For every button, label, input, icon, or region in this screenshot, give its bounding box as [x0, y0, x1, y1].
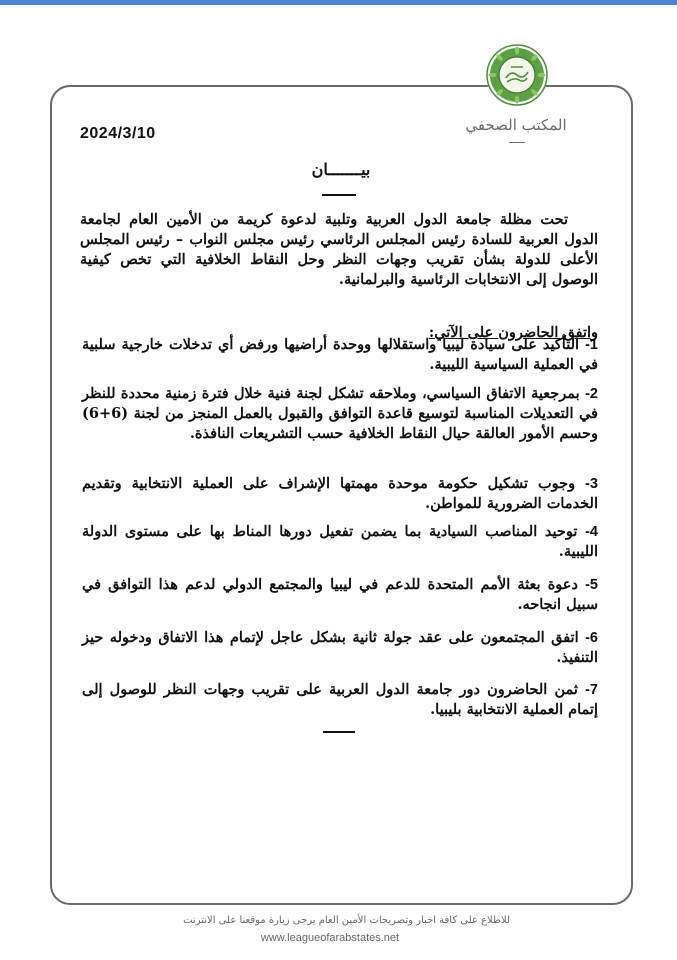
intro-paragraph: تحت مظلة جامعة الدول العربية وتلبية لدعوة كريمة من الأمين العام لجامعة الدول العربية للسادة رئيس المجلس الرئاسي رئيس مجلس النواب – رئيس المجلس الأعلى للدولة بشأن تقريب وجهات النظر وحل النقاط الخلافية التي تخص كيفية الوصول إلى الانتخابات الرئاسية والبرلمانية.: [80, 211, 598, 288]
item-number: 6-: [585, 630, 598, 646]
item-number: 1-: [585, 337, 598, 353]
list-item: [82, 335, 598, 375]
list-item: [82, 628, 598, 668]
item-text: وجوب تشكيل حكومة موحدة مهمتها الإشراف على العملية الانتخابية وتقديم الخدمات الضرورية للمواطن.: [82, 475, 598, 512]
item-number: 2-: [585, 386, 598, 402]
item-number: 5-: [585, 577, 598, 593]
footer-website-link[interactable]: www.leagueofarabstates.net: [260, 932, 400, 944]
press-office-underline: [509, 142, 525, 143]
footer-note: للاطلاع على كافة اخبار وتصريحات الأمين العام يرجى زيارة موقعنا على الانترنت: [183, 915, 510, 926]
list-item: [82, 575, 598, 615]
item-number: 7-: [585, 682, 598, 698]
list-item: [82, 522, 598, 562]
list-item: [82, 384, 598, 444]
item-text: توحيد المناصب السيادية بما يضمن تفعيل دورها المناط بها على مستوى الدولة الليبية.: [82, 523, 598, 560]
item-text: التأكيد على سيادة ليبيا واستقلالها ووحدة أراضيها ورفض أي تدخلات خارجية سلبية في العملية السياسية الليبية.: [82, 336, 598, 373]
item-text: اتفق المجتمعون على عقد جولة ثانية بشكل عاجل لإتمام هذا الاتفاق ودخوله حيز التنفيذ.: [82, 629, 598, 666]
item-number: 3-: [585, 476, 598, 492]
item-text: دعوة بعثة الأمم المتحدة للدعم في ليبيا والمجتمع الدولي لدعم هذا التوافق في سبيل انجاحه.: [82, 576, 598, 613]
list-item: [82, 474, 598, 514]
title-divider: [322, 194, 356, 196]
press-office-label: المكتب الصحفي: [465, 116, 567, 134]
top-accent-bar: [0, 0, 677, 5]
list-item: [82, 680, 598, 720]
statement-date: 2024/3/10: [80, 125, 156, 142]
closing-divider: [323, 731, 355, 733]
agreed-heading: واتفق الحاضرون على الآتي:: [428, 324, 598, 341]
arab-league-emblem-icon: [486, 44, 548, 106]
item-text: ثمن الحاضرون دور جامعة الدول العربية على تقريب وجهات النظر للوصول إلى إتمام العملية الانتخابية بليبيا.: [82, 681, 598, 718]
statement-title: بيـــــــان: [311, 160, 371, 179]
item-text: بمرجعية الاتفاق السياسي، وملاحقه تشكل لجنة فنية خلال فترة زمنية محددة للنظر في التعديلات المناسبة لتوسيع قاعدة التوافق والقبول بالعمل المنجز من لجنة (6+6) وحسم الأمور العالقة حيال النقاط الخلافية حسب التشريعات النافذة.: [82, 385, 598, 442]
item-number: 4-: [585, 524, 598, 540]
